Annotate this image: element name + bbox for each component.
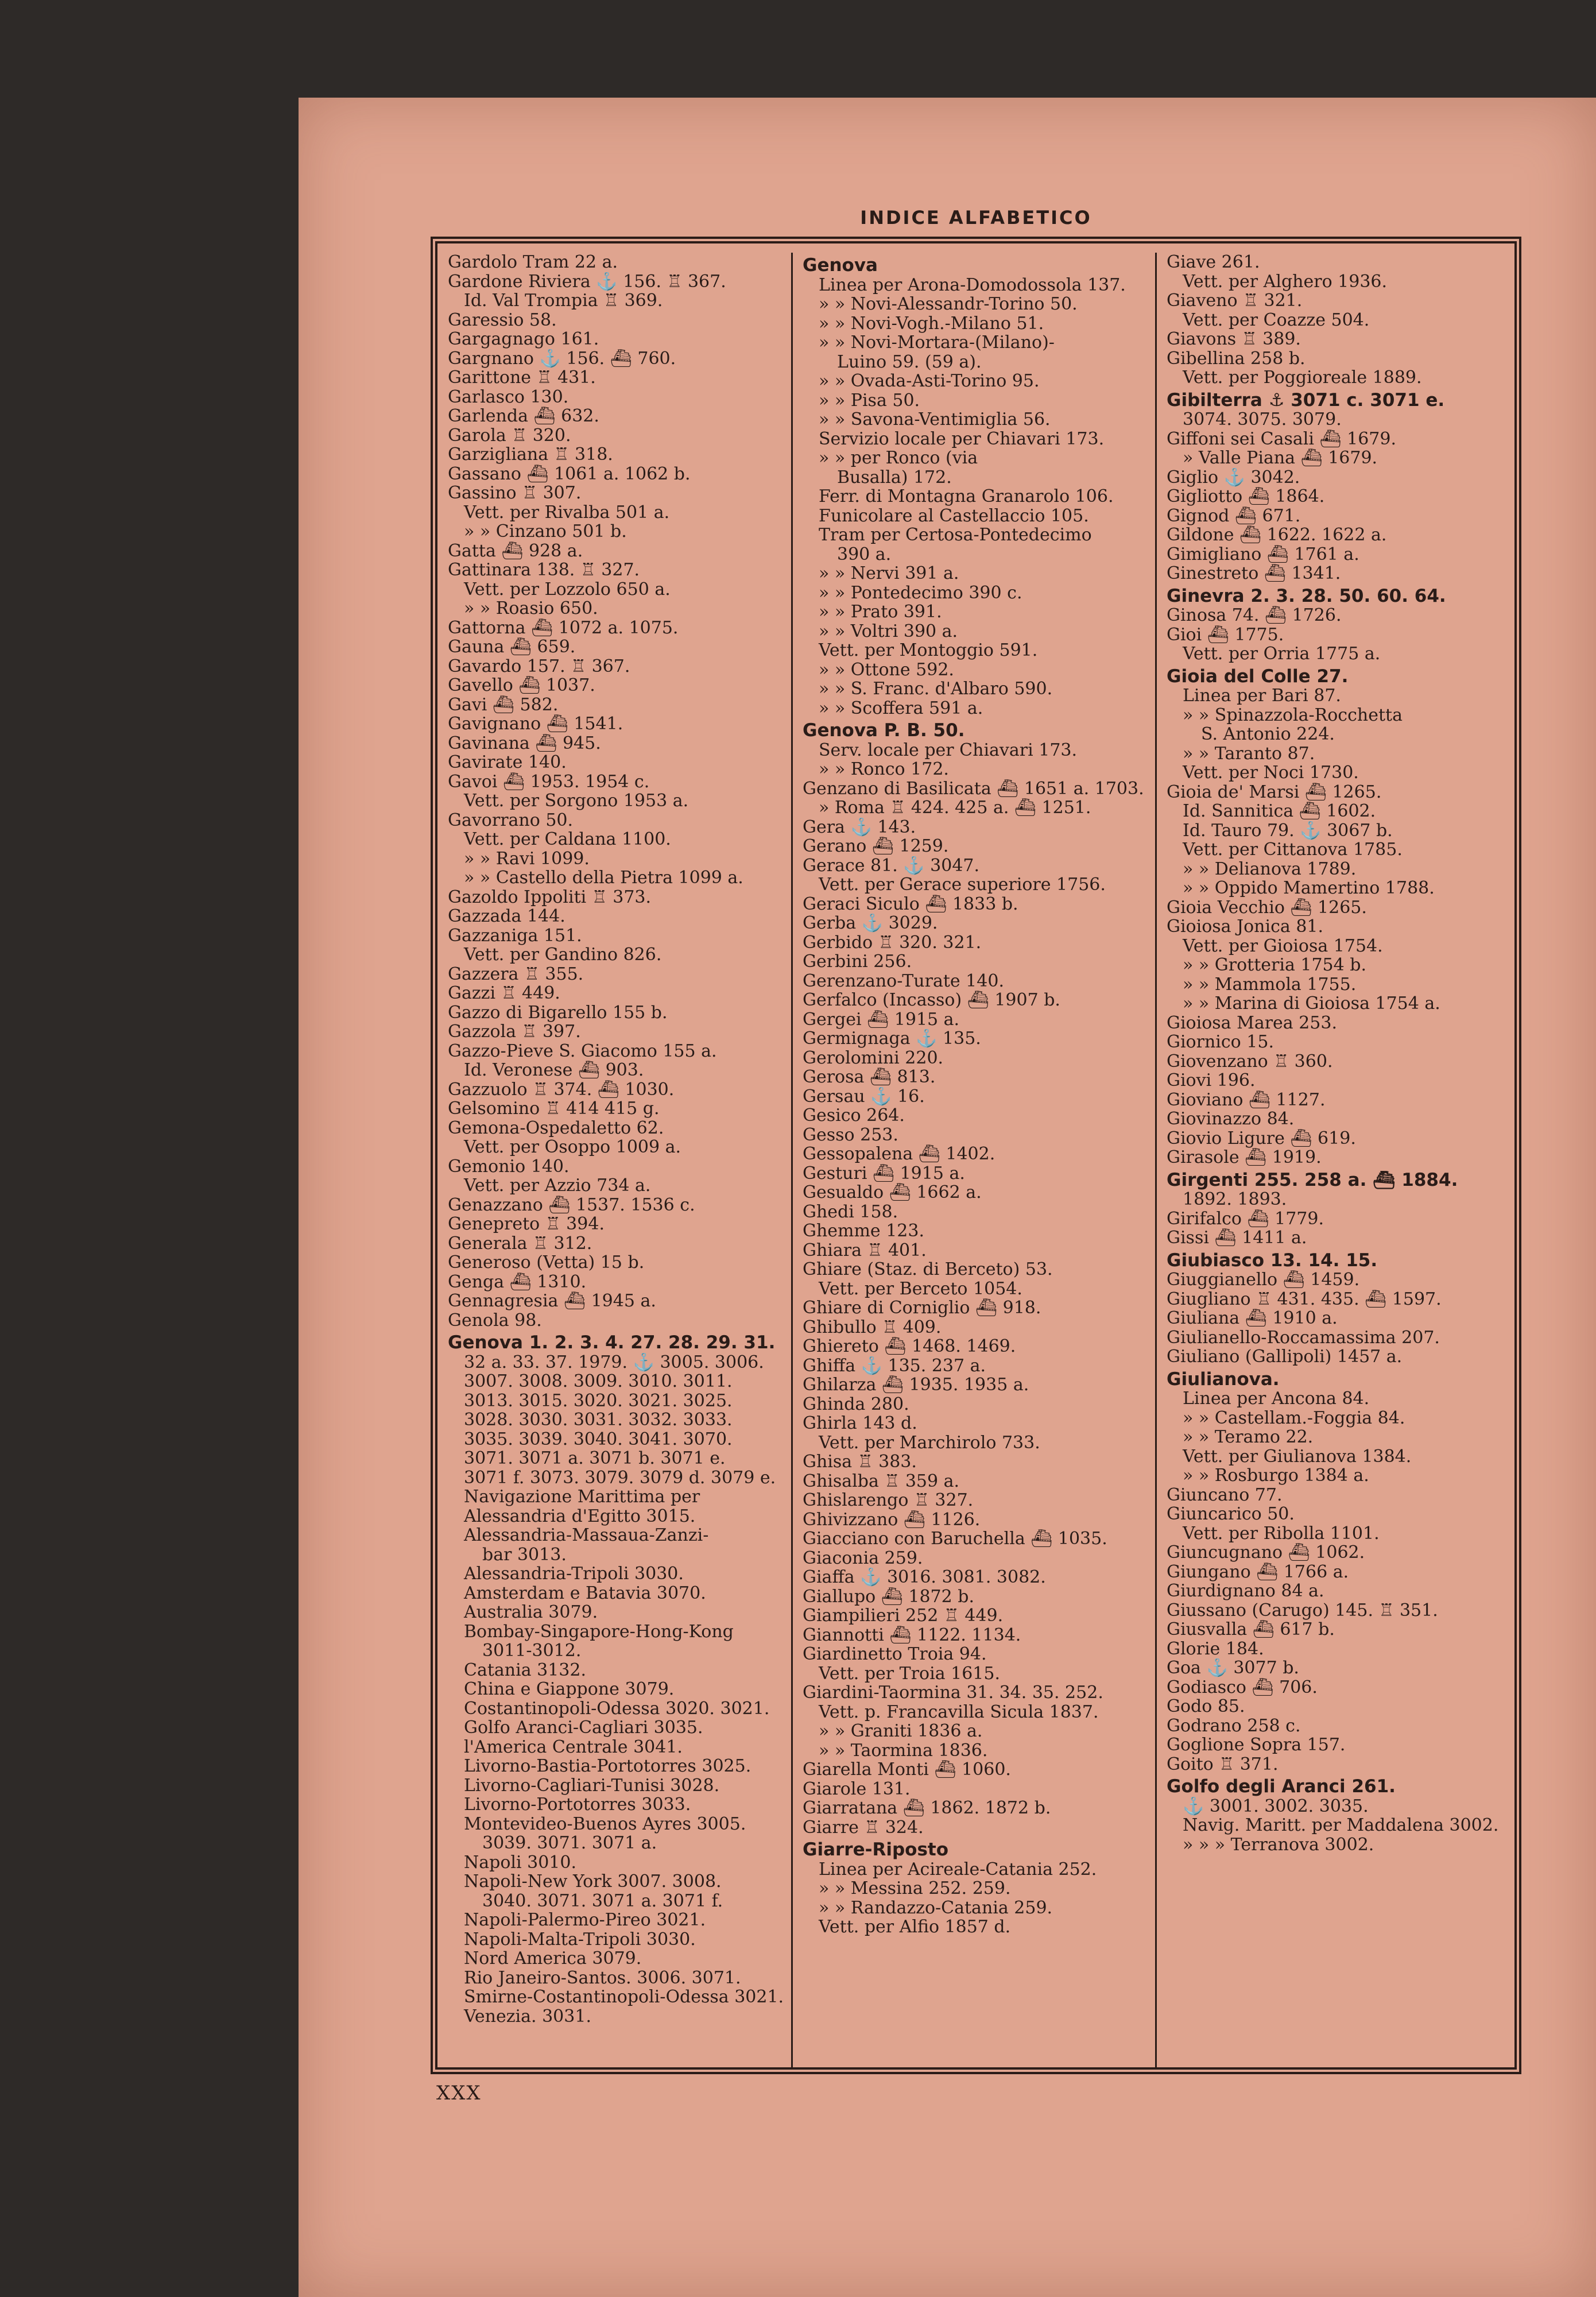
index-entry: » » Delianova 1789.: [1183, 859, 1357, 879]
index-entry: Vett. per Gandino 826.: [464, 945, 662, 965]
index-entry: Gioia de' Marsi ⛴ 1265.: [1167, 782, 1382, 802]
index-entry: bar 3013.: [482, 1545, 567, 1564]
index-entry: Ghinda 280.: [803, 1394, 909, 1414]
index-entry: Vett. per Gioiosa 1754.: [1183, 936, 1383, 956]
index-heading: Genova: [803, 256, 878, 276]
index-entry: China e Giappone 3079.: [464, 1680, 675, 1699]
index-entry: Napoli 3010.: [464, 1853, 577, 1872]
index-entry: Giuncarico 50.: [1167, 1505, 1295, 1524]
index-entry: Luino 59. (59 a).: [837, 352, 982, 372]
column-rule: [791, 253, 793, 2067]
index-entry: » » Voltri 390 a.: [819, 621, 958, 641]
index-entry: Vett. per Rivalba 501 a.: [464, 502, 670, 522]
index-entry: Gioia Vecchio ⛴ 1265.: [1167, 898, 1367, 917]
index-entry: Giuliano (Gallipoli) 1457 a.: [1167, 1347, 1403, 1367]
index-column-3: [1167, 253, 1510, 2067]
index-entry: Gattorna ⛴ 1072 a. 1075.: [448, 618, 679, 637]
index-heading: Genova 1. 2. 3. 4. 27. 28. 29. 31.: [448, 1333, 776, 1353]
index-entry: Gennagresia ⛴ 1945 a.: [448, 1291, 656, 1311]
index-entry: » » Novi-Mortara-(Milano)-: [819, 333, 1055, 353]
index-entry: Generoso (Vetta) 15 b.: [448, 1253, 645, 1273]
index-entry: Goa ⚓ 3077 b.: [1167, 1658, 1299, 1678]
index-entry: Gioviano ⛴ 1127.: [1167, 1090, 1326, 1109]
index-entry: Godo 85.: [1167, 1697, 1245, 1716]
index-entry: Id. Tauro 79. ⚓ 3067 b.: [1183, 821, 1393, 840]
index-entry: 3007. 3008. 3009. 3010. 3011.: [464, 1372, 733, 1391]
index-entry: » » Rosburgo 1384 a.: [1183, 1466, 1369, 1486]
index-entry: » » Castello della Pietra 1099 a.: [464, 868, 743, 888]
index-entry: Montevideo-Buenos Ayres 3005.: [464, 1814, 746, 1834]
index-entry: » » Novi-Vogh.-Milano 51.: [819, 314, 1044, 333]
index-entry: » » Scoffera 591 a.: [819, 698, 983, 718]
index-entry: Ghisa ♖ 383.: [803, 1452, 917, 1472]
index-entry: Giovinazzo 84.: [1167, 1109, 1295, 1129]
index-entry: l'America Centrale 3041.: [464, 1737, 683, 1757]
index-entry: Garittone ♖ 431.: [448, 368, 596, 388]
index-entry: Giurdignano 84 a.: [1167, 1581, 1324, 1601]
index-entry: Gioiosa Jonica 81.: [1167, 917, 1324, 937]
index-entry: Gerbido ♖ 320. 321.: [803, 933, 982, 952]
index-entry: Godiasco ⛴ 706.: [1167, 1677, 1318, 1697]
index-entry: 1892. 1893.: [1183, 1190, 1287, 1209]
index-entry: » » Randazzo-Catania 259.: [819, 1898, 1053, 1917]
index-entry: Vett. per Osoppo 1009 a.: [464, 1138, 681, 1157]
index-entry: Livorno-Cagliari-Tunisi 3028.: [464, 1776, 720, 1795]
index-entry: Gavoi ⛴ 1953. 1954 c.: [448, 772, 650, 791]
index-entry: Australia 3079.: [464, 1603, 598, 1622]
index-entry: 3013. 3015. 3020. 3021. 3025.: [464, 1391, 733, 1410]
index-entry: Ginosa 74. ⛴ 1726.: [1167, 606, 1342, 625]
index-entry: » » Spinazzola-Rocchetta: [1183, 705, 1403, 725]
index-entry: Gildone ⛴ 1622. 1622 a.: [1167, 525, 1387, 545]
index-entry: Linea per Acireale-Catania 252.: [819, 1859, 1097, 1879]
index-heading: Giubiasco 13. 14. 15.: [1167, 1251, 1378, 1270]
index-column-2: [803, 253, 1147, 2067]
index-entry: Alessandria-Massaua-Zanzi-: [464, 1526, 709, 1545]
index-entry: 32 a. 33. 37. 1979. ⚓ 3005. 3006.: [464, 1352, 764, 1372]
index-entry: Garlasco 130.: [448, 387, 569, 407]
index-entry: Ghiffa ⚓ 135. 237 a.: [803, 1356, 986, 1375]
index-entry: Gerano ⛴ 1259.: [803, 837, 949, 856]
index-entry: Livorno-Bastia-Portotorres 3025.: [464, 1757, 751, 1776]
index-heading: Gioia del Colle 27.: [1167, 667, 1349, 686]
index-entry: Livorno-Portotorres 3033.: [464, 1795, 691, 1815]
index-entry: » » Prato 391.: [819, 602, 942, 622]
index-entry: Gavorrano 50.: [448, 810, 574, 830]
index-entry: Ghiereto ⛴ 1468. 1469.: [803, 1337, 1016, 1356]
index-entry: » » Taormina 1836.: [819, 1741, 988, 1760]
index-entry: » » Roasio 650.: [464, 599, 598, 618]
index-entry: Gera ⚓ 143.: [803, 817, 916, 837]
index-entry: Linea per Arona-Domodossola 137.: [819, 275, 1126, 295]
index-entry: Napoli-New York 3007. 3008.: [464, 1872, 722, 1892]
index-entry: Gerba ⚓ 3029.: [803, 914, 938, 933]
index-entry: Gesturi ⛴ 1915 a.: [803, 1163, 965, 1183]
index-entry: Alessandria d'Egitto 3015.: [464, 1506, 696, 1526]
index-entry: Ghiare di Corniglio ⛴ 918.: [803, 1298, 1041, 1318]
index-entry: » » Messina 252. 259.: [819, 1879, 1011, 1898]
index-entry: Giarratana ⛴ 1862. 1872 b.: [803, 1799, 1051, 1818]
index-entry: » » S. Franc. d'Albaro 590.: [819, 679, 1053, 699]
index-entry: Amsterdam e Batavia 3070.: [464, 1583, 706, 1603]
index-entry: Genola 98.: [448, 1310, 542, 1330]
index-entry: 3071. 3071 a. 3071 b. 3071 e.: [464, 1449, 726, 1468]
index-entry: Navigazione Marittima per: [464, 1487, 700, 1507]
index-entry: Ghedi 158.: [803, 1202, 898, 1221]
index-entry: Gazzera ♖ 355.: [448, 964, 584, 984]
index-entry: Giulianello-Roccamassima 207.: [1167, 1328, 1440, 1347]
index-entry: Genga ⛴ 1310.: [448, 1272, 587, 1291]
index-entry: Gerosa ⛴ 813.: [803, 1068, 936, 1087]
index-entry: 3039. 3071. 3071 a.: [482, 1834, 657, 1853]
index-entry: Giornico 15.: [1167, 1033, 1274, 1052]
index-entry: Goglione Sopra 157.: [1167, 1735, 1346, 1755]
index-entry: Venezia. 3031.: [464, 2006, 591, 2026]
index-entry: Giarella Monti ⛴ 1060.: [803, 1760, 1011, 1780]
index-entry: Gargnano ⚓ 156. ⛴ 760.: [448, 349, 676, 368]
index-entry: Gazzada 144.: [448, 907, 565, 926]
index-entry: Alessandria-Tripoli 3030.: [464, 1564, 684, 1584]
index-entry: Giacciano con Baruchella ⛴ 1035.: [803, 1529, 1107, 1549]
index-entry: » » Oppido Mamertino 1788.: [1183, 879, 1435, 898]
index-entry: Gibellina 258 b.: [1167, 349, 1306, 368]
index-entry: » » Marina di Gioiosa 1754 a.: [1183, 994, 1440, 1014]
index-entry: » » Novi-Alessandr-Torino 50.: [819, 295, 1078, 314]
index-entry: 3074. 3075. 3079.: [1183, 410, 1342, 430]
index-heading: Giarre-Riposto: [803, 1840, 949, 1860]
index-entry: Vett. per Ribolla 1101.: [1183, 1523, 1380, 1543]
index-entry: Giallupo ⛴ 1872 b.: [803, 1587, 975, 1606]
index-entry: Ghislarengo ♖ 327.: [803, 1491, 974, 1510]
index-entry: Giave 261.: [1167, 253, 1260, 272]
index-entry: » » Ravi 1099.: [464, 849, 590, 868]
index-entry: Tram per Certosa-Pontedecimo: [819, 525, 1092, 545]
index-entry: Giarole 131.: [803, 1779, 911, 1799]
index-entry: Garessio 58.: [448, 310, 557, 330]
index-entry: Gazzo di Bigarello 155 b.: [448, 1003, 668, 1022]
index-entry: Ghibullo ♖ 409.: [803, 1317, 942, 1337]
index-entry: Gavignano ⛴ 1541.: [448, 714, 623, 734]
index-entry: Gargagnago 161.: [448, 330, 599, 349]
index-entry: 3035. 3039. 3040. 3041. 3070.: [464, 1429, 733, 1449]
index-column-1: [448, 253, 784, 2067]
index-entry: Giussano (Carugo) 145. ♖ 351.: [1167, 1600, 1438, 1620]
index-entry: Gerfalco (Incasso) ⛴ 1907 b.: [803, 991, 1060, 1010]
index-entry: Ghivizzano ⛴ 1126.: [803, 1510, 981, 1529]
index-entry: Ghiara ♖ 401.: [803, 1240, 927, 1260]
index-entry: Garzigliana ♖ 318.: [448, 445, 613, 465]
index-entry: Garola ♖ 320.: [448, 426, 571, 445]
index-entry: » » per Ronco (via: [819, 448, 978, 468]
index-entry: » » Mammola 1755.: [1183, 975, 1357, 994]
index-entry: Gioi ⛴ 1775.: [1167, 625, 1284, 644]
index-entry: » » Ottone 592.: [819, 660, 954, 679]
index-entry: Giuggianello ⛴ 1459.: [1167, 1270, 1360, 1290]
index-entry: Vett. per Caldana 1100.: [464, 830, 671, 849]
index-heading: Gibilterra ⚓ 3071 c. 3071 e.: [1167, 390, 1445, 410]
index-entry: Gavinana ⛴ 945.: [448, 733, 601, 753]
index-entry: Vett. per Alghero 1936.: [1183, 272, 1388, 291]
index-entry: Giovio Ligure ⛴ 619.: [1167, 1128, 1356, 1148]
index-entry: Gigliotto ⛴ 1864.: [1167, 487, 1325, 506]
index-entry: Giuncugnano ⛴ 1062.: [1167, 1543, 1365, 1563]
index-entry: Vett. per Poggioreale 1889.: [1183, 368, 1422, 388]
index-entry: Linea per Ancona 84.: [1183, 1389, 1370, 1409]
index-entry: Gauna ⛴ 659.: [448, 637, 576, 657]
index-entry: Giffoni sei Casali ⛴ 1679.: [1167, 429, 1397, 448]
index-entry: Gergei ⛴ 1915 a.: [803, 1010, 960, 1029]
index-entry: Gesso 253.: [803, 1125, 898, 1144]
index-entry: Gignod ⛴ 671.: [1167, 506, 1301, 525]
index-heading: Giulianova.: [1167, 1370, 1280, 1389]
index-entry: » » Nervi 391 a.: [819, 564, 959, 583]
index-entry: Vett. per Berceto 1054.: [819, 1279, 1022, 1298]
index-entry: Gardone Riviera ⚓ 156. ♖ 367.: [448, 272, 726, 291]
index-entry: Gissi ⛴ 1411 a.: [1167, 1228, 1307, 1248]
index-entry: Gazzuolo ♖ 374. ⛴ 1030.: [448, 1080, 675, 1099]
index-entry: Gassino ♖ 307.: [448, 484, 582, 503]
index-entry: Ghemme 123.: [803, 1221, 925, 1241]
index-entry: Ginestreto ⛴ 1341.: [1167, 564, 1341, 583]
index-entry: Giusvalla ⛴ 617 b.: [1167, 1620, 1335, 1639]
index-entry: Bombay-Singapore-Hong-Kong: [464, 1622, 734, 1641]
index-entry: Gerolomini 220.: [803, 1048, 944, 1068]
page-number: XXX: [436, 2082, 482, 2105]
index-entry: Giannotti ⛴ 1122. 1134.: [803, 1625, 1021, 1645]
page-header: INDICE ALFABETICO: [860, 207, 1092, 229]
index-entry: » » Pisa 50.: [819, 390, 920, 410]
index-entry: Gavello ⛴ 1037.: [448, 676, 595, 695]
index-entry: Giaveno ♖ 321.: [1167, 291, 1303, 311]
index-heading: Genova P. B. 50.: [803, 721, 965, 741]
index-entry: ⚓ 3001. 3002. 3035.: [1183, 1796, 1369, 1816]
index-entry: Generala ♖ 312.: [448, 1233, 592, 1253]
index-entry: Gersau ⚓ 16.: [803, 1086, 925, 1106]
index-entry: Gavardo 157. ♖ 367.: [448, 656, 630, 676]
index-entry: Nord America 3079.: [464, 1949, 642, 1969]
index-entry: Vett. per Marchirolo 733.: [819, 1433, 1040, 1452]
index-entry: 3028. 3030. 3031. 3032. 3033.: [464, 1410, 733, 1430]
index-entry: Vett. per Gerace superiore 1756.: [819, 875, 1106, 895]
index-heading: Golfo degli Aranci 261.: [1167, 1777, 1396, 1797]
index-entry: Costantinopoli-Odessa 3020. 3021.: [464, 1699, 770, 1718]
index-entry: Giampilieri 252 ♖ 449.: [803, 1606, 1004, 1626]
index-entry: Giavons ♖ 389.: [1167, 330, 1301, 349]
index-entry: » Valle Piana ⛴ 1679.: [1183, 448, 1378, 468]
index-entry: Gessopalena ⛴ 1402.: [803, 1144, 995, 1164]
index-entry: » » Graniti 1836 a.: [819, 1722, 983, 1741]
index-entry: Servizio locale per Chiavari 173.: [819, 429, 1105, 448]
index-entry: Gardolo Tram 22 a.: [448, 253, 618, 272]
index-entry: » » Taranto 87.: [1183, 744, 1315, 763]
index-entry: » » Ronco 172.: [819, 760, 949, 779]
index-entry: Navig. Maritt. per Maddalena 3002.: [1183, 1816, 1499, 1835]
index-entry: Gerace 81. ⚓ 3047.: [803, 856, 980, 875]
index-entry: Vett. per Cittanova 1785.: [1183, 840, 1403, 860]
index-entry: Ghiare (Staz. di Berceto) 53.: [803, 1260, 1053, 1279]
index-entry: Glorie 184.: [1167, 1639, 1264, 1658]
index-entry: Gesico 264.: [803, 1106, 905, 1126]
index-entry: Ghilarza ⛴ 1935. 1935 a.: [803, 1375, 1029, 1395]
index-entry: Gesualdo ⛴ 1662 a.: [803, 1183, 982, 1202]
index-entry: Girasole ⛴ 1919.: [1167, 1148, 1322, 1167]
index-entry: Giovenzano ♖ 360.: [1167, 1051, 1333, 1071]
index-entry: » » Castellam.-Foggia 84.: [1183, 1408, 1405, 1428]
index-entry: Linea per Bari 87.: [1183, 686, 1341, 706]
index-entry: 390 a.: [837, 544, 892, 564]
index-entry: Rio Janeiro-Santos. 3006. 3071.: [464, 1968, 741, 1987]
index-entry: Gazzo-Pieve S. Giacomo 155 a.: [448, 1041, 717, 1061]
index-entry: Serv. locale per Chiavari 173.: [819, 740, 1078, 760]
index-entry: Vett. per Azzio 734 a.: [464, 1176, 651, 1196]
index-entry: Gazzi ♖ 449.: [448, 984, 560, 1003]
index-entry: Genepreto ♖ 394.: [448, 1215, 605, 1234]
index-entry: » » Cinzano 501 b.: [464, 522, 627, 542]
index-heading: Girgenti 255. 258 a. ⛴ 1884.: [1167, 1170, 1458, 1190]
index-entry: S. Antonio 224.: [1201, 725, 1335, 744]
index-entry: Giarre ♖ 324.: [803, 1818, 924, 1837]
index-entry: Vett. per Montoggio 591.: [819, 641, 1038, 660]
index-entry: Godrano 258 c.: [1167, 1716, 1301, 1735]
column-rule: [1155, 253, 1157, 2067]
index-entry: Smirne-Costantinopoli-Odessa 3021.: [464, 1987, 784, 2007]
index-entry: Germignaga ⚓ 135.: [803, 1029, 981, 1049]
index-entry: Genazzano ⛴ 1537. 1536 c.: [448, 1195, 695, 1215]
index-entry: Vett. p. Francavilla Sicula 1837.: [819, 1702, 1099, 1722]
index-entry: Vett. per Troia 1615.: [819, 1664, 1000, 1683]
index-entry: » Roma ♖ 424. 425 a. ⛴ 1251.: [819, 798, 1091, 818]
index-entry: Gattinara 138. ♖ 327.: [448, 560, 640, 580]
index-entry: 3040. 3071. 3071 a. 3071 f.: [482, 1891, 723, 1911]
index-entry: Gimigliano ⛴ 1761 a.: [1167, 544, 1359, 564]
index-entry: Id. Val Trompia ♖ 369.: [464, 291, 663, 311]
index-entry: 3071 f. 3073. 3079. 3079 d. 3079 e.: [464, 1468, 776, 1487]
index-entry: Giungano ⛴ 1766 a.: [1167, 1562, 1349, 1581]
index-entry: Giglio ⚓ 3042.: [1167, 467, 1300, 487]
index-entry: Gazzaniga 151.: [448, 926, 582, 945]
index-entry: Vett. per Giulianova 1384.: [1183, 1447, 1412, 1466]
index-heading: Ginevra 2. 3. 28. 50. 60. 64.: [1167, 586, 1446, 606]
index-entry: » » Ovada-Asti-Torino 95.: [819, 372, 1040, 391]
index-entry: Giaffa ⚓ 3016. 3081. 3082.: [803, 1568, 1046, 1587]
index-entry: Vett. per Lozzolo 650 a.: [464, 579, 671, 599]
index-entry: Gazoldo Ippoliti ♖ 373.: [448, 887, 652, 907]
index-entry: Vett. per Sorgono 1953 a.: [464, 791, 689, 811]
index-entry: Vett. per Noci 1730.: [1183, 763, 1359, 783]
index-entry: Ghirla 143 d.: [803, 1414, 917, 1433]
index-entry: Gioiosa Marea 253.: [1167, 1013, 1338, 1033]
index-entry: Busalla) 172.: [837, 467, 952, 487]
index-entry: » » Teramo 22.: [1183, 1428, 1314, 1447]
index-entry: Funicolare al Castellaccio 105.: [819, 506, 1089, 525]
index-entry: Gelsomino ♖ 414 415 g.: [448, 1099, 660, 1119]
index-entry: Giovi 196.: [1167, 1071, 1256, 1091]
index-entry: » » Savona-Ventimiglia 56.: [819, 410, 1051, 430]
index-entry: Gavi ⛴ 582.: [448, 695, 559, 714]
index-entry: Giardini-Taormina 31. 34. 35. 252.: [803, 1683, 1103, 1703]
index-entry: Vett. per Alfio 1857 d.: [819, 1917, 1011, 1937]
index-entry: » » Pontedecimo 390 c.: [819, 583, 1022, 602]
index-entry: Giuncano 77.: [1167, 1485, 1283, 1505]
index-entry: Golfo Aranci-Cagliari 3035.: [464, 1718, 703, 1738]
index-entry: Gerbini 256.: [803, 952, 912, 972]
index-entry: Ferr. di Montagna Granarolo 106.: [819, 487, 1114, 506]
index-entry: Napoli-Palermo-Pireo 3021.: [464, 1911, 706, 1930]
index-entry: Gatta ⛴ 928 a.: [448, 541, 583, 560]
index-entry: Catania 3132.: [464, 1660, 587, 1680]
index-entry: Giardinetto Troia 94.: [803, 1645, 987, 1664]
index-entry: Genzano di Basilicata ⛴ 1651 a. 1703.: [803, 779, 1144, 798]
index-entry: Goito ♖ 371.: [1167, 1754, 1279, 1774]
index-entry: Napoli-Malta-Tripoli 3030.: [464, 1929, 696, 1949]
index-entry: Ghisalba ♖ 359 a.: [803, 1471, 960, 1491]
index-entry: Gassano ⛴ 1061 a. 1062 b.: [448, 464, 691, 484]
index-entry: Vett. per Orria 1775 a.: [1183, 644, 1381, 664]
index-entry: Garlenda ⛴ 632.: [448, 407, 599, 426]
index-entry: Gemonio 140.: [448, 1157, 570, 1176]
index-entry: Gerenzano-Turate 140.: [803, 971, 1004, 991]
index-entry: Giugliano ♖ 431. 435. ⛴ 1597.: [1167, 1289, 1442, 1309]
index-entry: Id. Sannitica ⛴ 1602.: [1183, 802, 1376, 821]
index-entry: Id. Veronese ⛴ 903.: [464, 1061, 644, 1080]
index-entry: Geraci Siculo ⛴ 1833 b.: [803, 894, 1018, 914]
index-entry: Gazzola ♖ 397.: [448, 1022, 581, 1042]
index-entry: Gemona-Ospedaletto 62.: [448, 1118, 664, 1138]
index-entry: 3011-3012.: [482, 1641, 582, 1661]
index-entry: » » » Terranova 3002.: [1183, 1835, 1374, 1854]
index-entry: Gavirate 140.: [448, 753, 567, 772]
index-entry: Girifalco ⛴ 1779.: [1167, 1209, 1324, 1228]
index-entry: Vett. per Coazze 504.: [1183, 310, 1370, 330]
index-entry: Giaconia 259.: [803, 1548, 923, 1568]
index-entry: » » Grotteria 1754 b.: [1183, 956, 1366, 975]
index-entry: Giuliana ⛴ 1910 a.: [1167, 1309, 1338, 1328]
